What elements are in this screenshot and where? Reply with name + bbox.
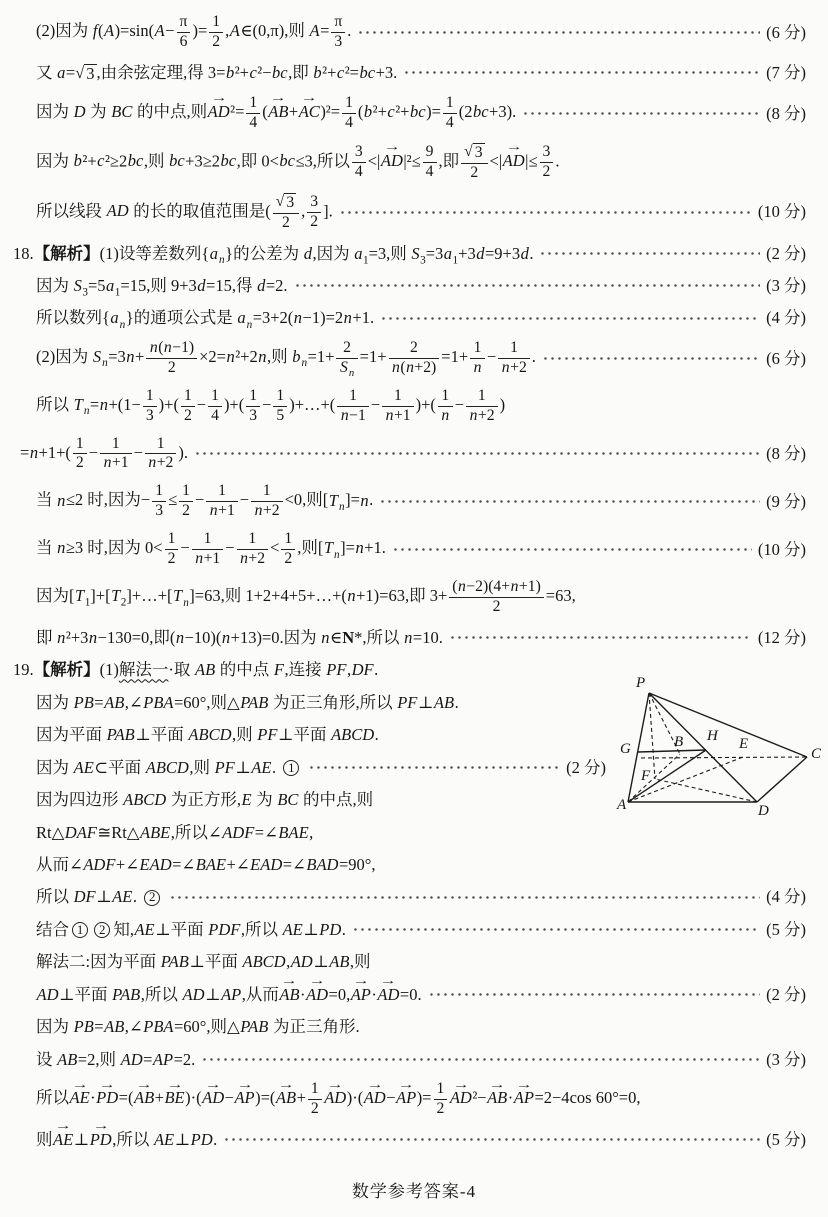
line-text: AD⊥平面 PAB,所以 AD⊥AP,从而→ AB·→ AD=0,→ AP·→ AD=0.	[36, 984, 422, 1005]
score-label: (5 分)	[766, 919, 806, 939]
solution-line	[0, 143, 818, 182]
solution-line	[0, 14, 818, 51]
dotted-leader	[449, 633, 752, 642]
line-text: 又 a= √ 3 ,由余弦定理,得 3=b²+c²−bc,即 b²+c²=bc+3.	[36, 62, 398, 83]
line-text: 所以 $T_n=n+(1-$ $\frac{1}{3}$ )+( $\frac{1}{2}$ − $\frac{1}{4}$ )+( $\frac{1}{3}$ − $\frac{1}{5}$ )+…+( $\frac{1}{n-1}$ − $\frac{1}{n+1}$ )+( $\frac{1}{n}$ − $\frac{1}{n+2}$ )	[36, 386, 506, 424]
line-text: 所以线段 AD 的长的取值范围是( √ 3 2 , $\frac{3}{2}$ ].	[36, 192, 333, 231]
line-text: 18.【解析】(1)设等差数列$\{a_n\}$的公差为 d,因为 $a_1=3$,则 $S_3=3a_1+3d=9+3d$.	[13, 243, 534, 266]
line-text: 因为 PB=AB,∠PBA=60°,则△PAB 为正三角形.	[36, 1017, 360, 1037]
solution-line	[0, 854, 818, 875]
solution-line	[0, 919, 818, 940]
score-label: (9 分)	[766, 492, 806, 512]
score-label: (12 分)	[757, 627, 806, 647]
line-text: 即 n²+3n−130=0,即(n−10)(n+13)=0.因为 n∈N*,所以 n=10.	[36, 627, 443, 647]
score-label: (10 分)	[757, 202, 806, 222]
figure-label-C: C	[811, 746, 822, 762]
solution-line	[0, 193, 818, 232]
line-text: 因为 PB=AB,∠PBA=60°,则△PAB 为正三角形,所以 PF⊥AB.	[36, 692, 459, 712]
solution-line	[0, 579, 818, 616]
dotted-leader	[380, 314, 760, 323]
solution-line	[0, 483, 818, 520]
dotted-leader	[308, 763, 560, 772]
dotted-leader	[352, 925, 760, 934]
solution-line	[0, 886, 818, 907]
solution-line	[0, 531, 818, 568]
dotted-leader	[357, 28, 760, 37]
solution-line	[0, 388, 818, 425]
line-text: 因为四边形 ABCD 为正方形,E 为 BC 的中点,则	[36, 790, 374, 810]
figure-label-A: A	[617, 797, 627, 813]
dotted-leader	[542, 354, 760, 363]
figure-label-E: E	[739, 736, 749, 752]
dotted-leader	[194, 449, 760, 458]
score-label: (4 分)	[766, 887, 806, 907]
score-label: (4 分)	[766, 308, 806, 328]
line-text: 所以数列$\{a_n\}$的通项公式是 $a_n=3+2(n-1)=2n+1$.	[36, 308, 375, 331]
line-text: 当 n≤2 时,因为− $\frac{1}{3}$ ≤ $\frac{1}{2}$ − $\frac{1}{n+1}$ − $\frac{1}{n+2}$ <0,则$[T_n]=n$.	[36, 482, 374, 520]
line-text: 所以 DF⊥AE. 2	[36, 886, 163, 907]
figure-label-F: F	[641, 768, 651, 784]
score-label: (8 分)	[766, 103, 806, 123]
figure-label-H: H	[707, 728, 718, 744]
line-text: 则→ AE⊥→ PD,所以 AE⊥PD.	[36, 1129, 217, 1150]
score-label: (10 分)	[757, 539, 806, 559]
line-text: 所以→ AE·→ PD=(→ AB+→ BE)·(→ AD−→ AP)=(→ AB+ $\frac{1}{2}$ → AD)·(→ AD−→ AP)= $\frac{1}{2}$ → AD²−→ AB·→ AP=2−4cos 60°=0,	[36, 1081, 640, 1118]
solution-line	[0, 62, 818, 84]
line-text: 19.【解析】(1)解法一·取 AB 的中点 F,连接 PF,DF.	[13, 660, 379, 680]
solution-line	[0, 1049, 818, 1070]
score-label: (7 分)	[766, 63, 806, 83]
dotted-leader	[522, 109, 760, 118]
score-label: (2 分)	[766, 984, 806, 1004]
solution-line	[0, 275, 818, 299]
dotted-leader	[339, 208, 752, 217]
dotted-leader	[392, 545, 752, 554]
dotted-leader	[169, 893, 760, 902]
solution-line	[0, 1016, 818, 1037]
dotted-leader	[379, 497, 760, 506]
score-label: (8 分)	[766, 444, 806, 464]
solution-line	[0, 243, 818, 264]
solution-line	[0, 95, 818, 132]
solution-line	[0, 1081, 818, 1118]
solution-line	[0, 307, 818, 331]
score-label: (3 分)	[766, 1049, 806, 1069]
pyramid-figure	[612, 676, 828, 828]
figure-label-P: P	[636, 675, 646, 691]
line-text: 因为 $S_3=5a_1=15$,则 9+3d=15,得 d=2.	[36, 275, 288, 299]
line-text: 因为$[T_1]+[T_2]+\dots+[T_n]=63$,则 1+2+4+5+…+(n+1)=63,即 3+ $\frac{(n-2)(4+n+1)}{2}$ =63,	[36, 578, 576, 615]
solution-line	[0, 340, 818, 377]
score-label: (6 分)	[766, 348, 806, 368]
score-label: (2 分)	[766, 243, 806, 263]
line-text: Rt△DAF≅Rt△ABE,所以∠ADF=∠BAE,	[36, 822, 314, 842]
dotted-leader	[201, 1055, 760, 1064]
line-text: =n+1+( $\frac{1}{2}$ − $\frac{1}{n+1}$ − $\frac{1}{n+2}$ ).	[20, 434, 188, 472]
line-text: 因为平面 PAB⊥平面 ABCD,则 PF⊥平面 ABCD.	[36, 725, 379, 745]
line-text: 解法二:因为平面 PAB⊥平面 ABCD,AD⊥AB,则	[36, 952, 371, 972]
score-label: (2 分)	[566, 757, 606, 777]
solution-line	[0, 627, 818, 648]
figure-label-B: B	[674, 734, 684, 750]
solution-lines	[0, 14, 818, 1150]
figure-label-G: G	[620, 741, 631, 757]
line-text: 当 n≥3 时,因为 0< $\frac{1}{2}$ − $\frac{1}{n+1}$ − $\frac{1}{n+2}$ < $\frac{1}{2}$ ,则$[T_n]=n+1$.	[36, 530, 386, 568]
score-label: (6 分)	[766, 22, 806, 42]
figure-label-D: D	[758, 803, 769, 819]
line-text: 因为 D 为 BC 的中点,则→ AD²= $\frac{1}{4}$ (→ AB+→ AC)²= $\frac{1}{4}$ (b²+c²+bc)= $\frac{1}{4}$ (2bc+3).	[36, 95, 516, 132]
dotted-leader	[428, 990, 761, 999]
solution-line	[0, 757, 618, 778]
dotted-leader	[403, 68, 760, 77]
dotted-leader	[223, 1135, 760, 1144]
score-label: (5 分)	[766, 1129, 806, 1149]
solution-line	[0, 951, 818, 972]
solution-line	[0, 436, 818, 473]
dotted-leader	[294, 281, 761, 290]
line-text: 因为 AE⊂平面 ABCD,则 PF⊥AE. 1	[36, 757, 302, 778]
dotted-leader	[539, 249, 760, 258]
line-text: 设 AB=2,则 AD=AP=2.	[36, 1049, 196, 1069]
line-text: 因为 b²+c²≥2bc,则 bc+3≥2bc,即 0<bc≤3,所以 $\frac{3}{4}$ <|→ AD|²≤ $\frac{9}{4}$ ,即 √ 3 2 <|→ AD|≤ $\frac{3}{2}$ .	[36, 143, 559, 182]
page-footer: 数学参考答案-4	[351, 1181, 477, 1201]
pyramid-figure-svg	[612, 676, 828, 828]
score-label: (3 分)	[766, 275, 806, 295]
line-text: 从而∠ADF+∠EAD=∠BAE+∠EAD=∠BAD=90°,	[36, 854, 376, 874]
solution-line	[0, 984, 818, 1005]
line-text: (2)因为 $S_n=3n+$ $\frac{n(n-1)}{2}$ ×2=n²+2n,则 $b_n=1+$ $\frac{2}{S_n}$ =1+ $\frac{2}{n(n+2)}$ =1+ $\frac{1}{n}$ − $\frac{1}{n+2}$ .	[36, 338, 536, 379]
line-text: (2)因为 f(A)=sin(A− $\frac{\pi}{6}$ )= $\frac{1}{2}$ ,A∈(0,π),则 A= $\frac{\pi}{3}$ .	[36, 13, 352, 50]
line-text: 结合 1 2 知,AE⊥平面 PDF,所以 AE⊥PD.	[36, 919, 346, 939]
solution-line	[0, 1129, 818, 1150]
